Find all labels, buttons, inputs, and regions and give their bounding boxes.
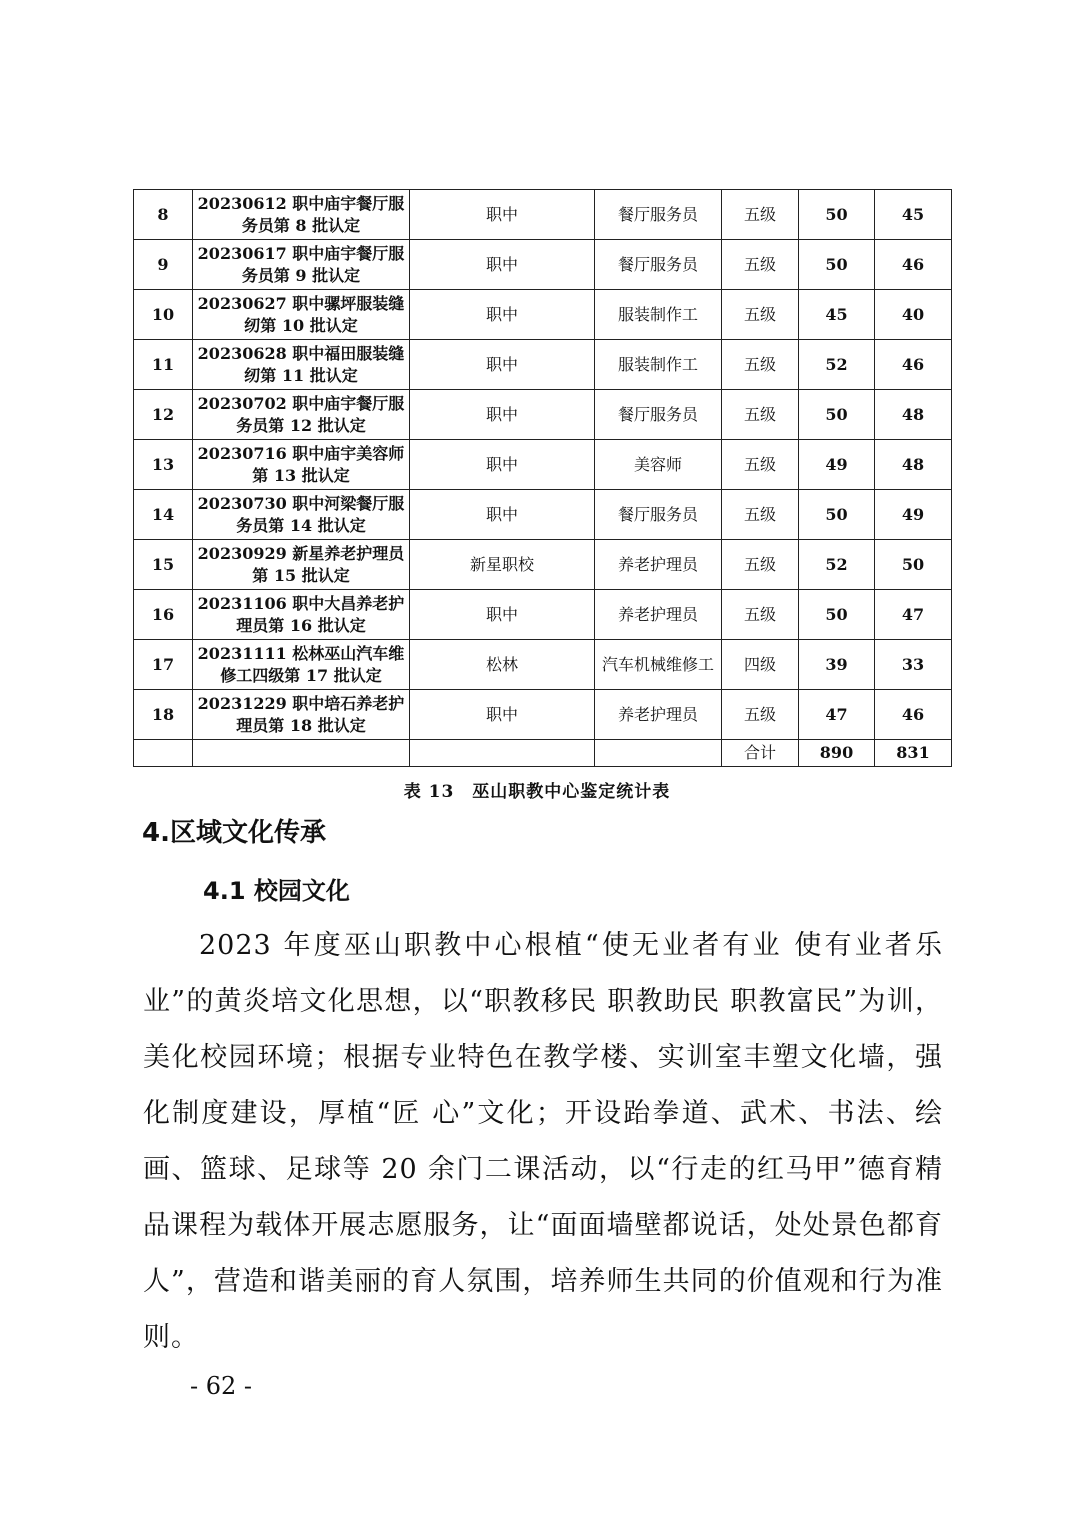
count-passed: 46 [875,240,952,290]
occupation: 餐厅服务员 [595,240,722,290]
row-number: 10 [134,290,193,340]
count-passed: 46 [875,690,952,740]
count-applied: 50 [799,240,875,290]
school-name: 职中 [410,440,595,490]
statistics-table [133,189,952,767]
table-row [134,240,952,290]
table-row [134,190,952,240]
skill-level: 五级 [722,440,799,490]
occupation: 美容师 [595,440,722,490]
page-number: - 62 - [190,1372,253,1400]
row-number: 11 [134,340,193,390]
school-name: 职中 [410,390,595,440]
table-row [134,640,952,690]
school-name: 职中 [410,340,595,390]
table-row [134,340,952,390]
count-passed: 50 [875,540,952,590]
occupation: 餐厅服务员 [595,390,722,440]
batch-name: 20230702 职中庙宇餐厅服务员第 12 批认定 [193,390,410,440]
school-name: 职中 [410,690,595,740]
count-passed: 47 [875,590,952,640]
row-number: 16 [134,590,193,640]
count-passed: 49 [875,490,952,540]
row-number: 9 [134,240,193,290]
row-number: 17 [134,640,193,690]
empty-cell [193,740,410,767]
table-row [134,590,952,640]
table-row [134,290,952,340]
skill-level: 五级 [722,190,799,240]
count-passed: 45 [875,190,952,240]
row-number: 14 [134,490,193,540]
count-passed: 40 [875,290,952,340]
skill-level: 五级 [722,490,799,540]
table-row [134,540,952,590]
table-row [134,490,952,540]
batch-name: 20230612 职中庙宇餐厅服务员第 8 批认定 [193,190,410,240]
empty-cell [595,740,722,767]
table-row [134,440,952,490]
occupation: 养老护理员 [595,690,722,740]
batch-name: 20230929 新星养老护理员第 15 批认定 [193,540,410,590]
occupation: 养老护理员 [595,540,722,590]
table-body [134,190,952,767]
table-row [134,690,952,740]
total-count-applied: 890 [799,740,875,767]
batch-name: 20230617 职中庙宇餐厅服务员第 9 批认定 [193,240,410,290]
batch-name: 20231106 职中大昌养老护理员第 16 批认定 [193,590,410,640]
total-label: 合计 [722,740,799,767]
count-applied: 52 [799,340,875,390]
count-applied: 49 [799,440,875,490]
total-count-passed: 831 [875,740,952,767]
table-caption: 表 13 巫山职教中心鉴定统计表 [403,782,671,802]
count-applied: 39 [799,640,875,690]
count-applied: 50 [799,590,875,640]
count-applied: 45 [799,290,875,340]
table-row [134,390,952,440]
empty-cell [410,740,595,767]
count-passed: 48 [875,390,952,440]
total-row [134,740,952,767]
row-number: 18 [134,690,193,740]
school-name: 职中 [410,190,595,240]
occupation: 服装制作工 [595,290,722,340]
batch-name: 20230627 职中骡坪服装缝纫第 10 批认定 [193,290,410,340]
count-passed: 33 [875,640,952,690]
statistics-table-container [133,189,951,767]
school-name: 职中 [410,240,595,290]
section-heading: 4.区域文化传承 [142,818,326,848]
skill-level: 五级 [722,690,799,740]
occupation: 服装制作工 [595,340,722,390]
body-paragraph: 2023 年度巫山职教中心根植“使无业者有业 使有业者乐业”的黄炎培文化思想，以“职教移民 职教助民 职教富民”为训，美化校园环境；根据专业特色在教学楼、实训室丰塑文化墙，强化制度建设，厚植“匠 心”文化；开设跆拳道、武术、书法、绘画、篮球、足球等 20 余门二课活动，以“行走的红马甲”德育精品课程为载体开展志愿服务，让“面面墙壁都说话，处处景色都育人”，营造和谐美丽的育人氛围，培养师生共同的价值观和行为准则。 [143,930,943,1353]
skill-level: 五级 [722,590,799,640]
count-applied: 50 [799,190,875,240]
count-applied: 52 [799,540,875,590]
school-name: 新星职校 [410,540,595,590]
count-applied: 47 [799,690,875,740]
skill-level: 五级 [722,290,799,340]
batch-name: 20231229 职中培石养老护理员第 18 批认定 [193,690,410,740]
row-number: 15 [134,540,193,590]
skill-level: 五级 [722,390,799,440]
row-number: 13 [134,440,193,490]
subsection-heading: 4.1 校园文化 [203,877,350,905]
row-number: 12 [134,390,193,440]
occupation: 餐厅服务员 [595,190,722,240]
occupation: 餐厅服务员 [595,490,722,540]
occupation: 养老护理员 [595,590,722,640]
school-name: 职中 [410,490,595,540]
school-name: 职中 [410,290,595,340]
skill-level: 五级 [722,340,799,390]
skill-level: 四级 [722,640,799,690]
batch-name: 20230716 职中庙宇美容师第 13 批认定 [193,440,410,490]
batch-name: 20231111 松林巫山汽车维修工四级第 17 批认定 [193,640,410,690]
count-applied: 50 [799,490,875,540]
school-name: 职中 [410,590,595,640]
school-name: 松林 [410,640,595,690]
count-passed: 46 [875,340,952,390]
count-passed: 48 [875,440,952,490]
count-applied: 50 [799,390,875,440]
occupation: 汽车机械维修工 [595,640,722,690]
row-number: 8 [134,190,193,240]
batch-name: 20230628 职中福田服装缝纫第 11 批认定 [193,340,410,390]
skill-level: 五级 [722,240,799,290]
empty-cell [134,740,193,767]
skill-level: 五级 [722,540,799,590]
batch-name: 20230730 职中河梁餐厅服务员第 14 批认定 [193,490,410,540]
